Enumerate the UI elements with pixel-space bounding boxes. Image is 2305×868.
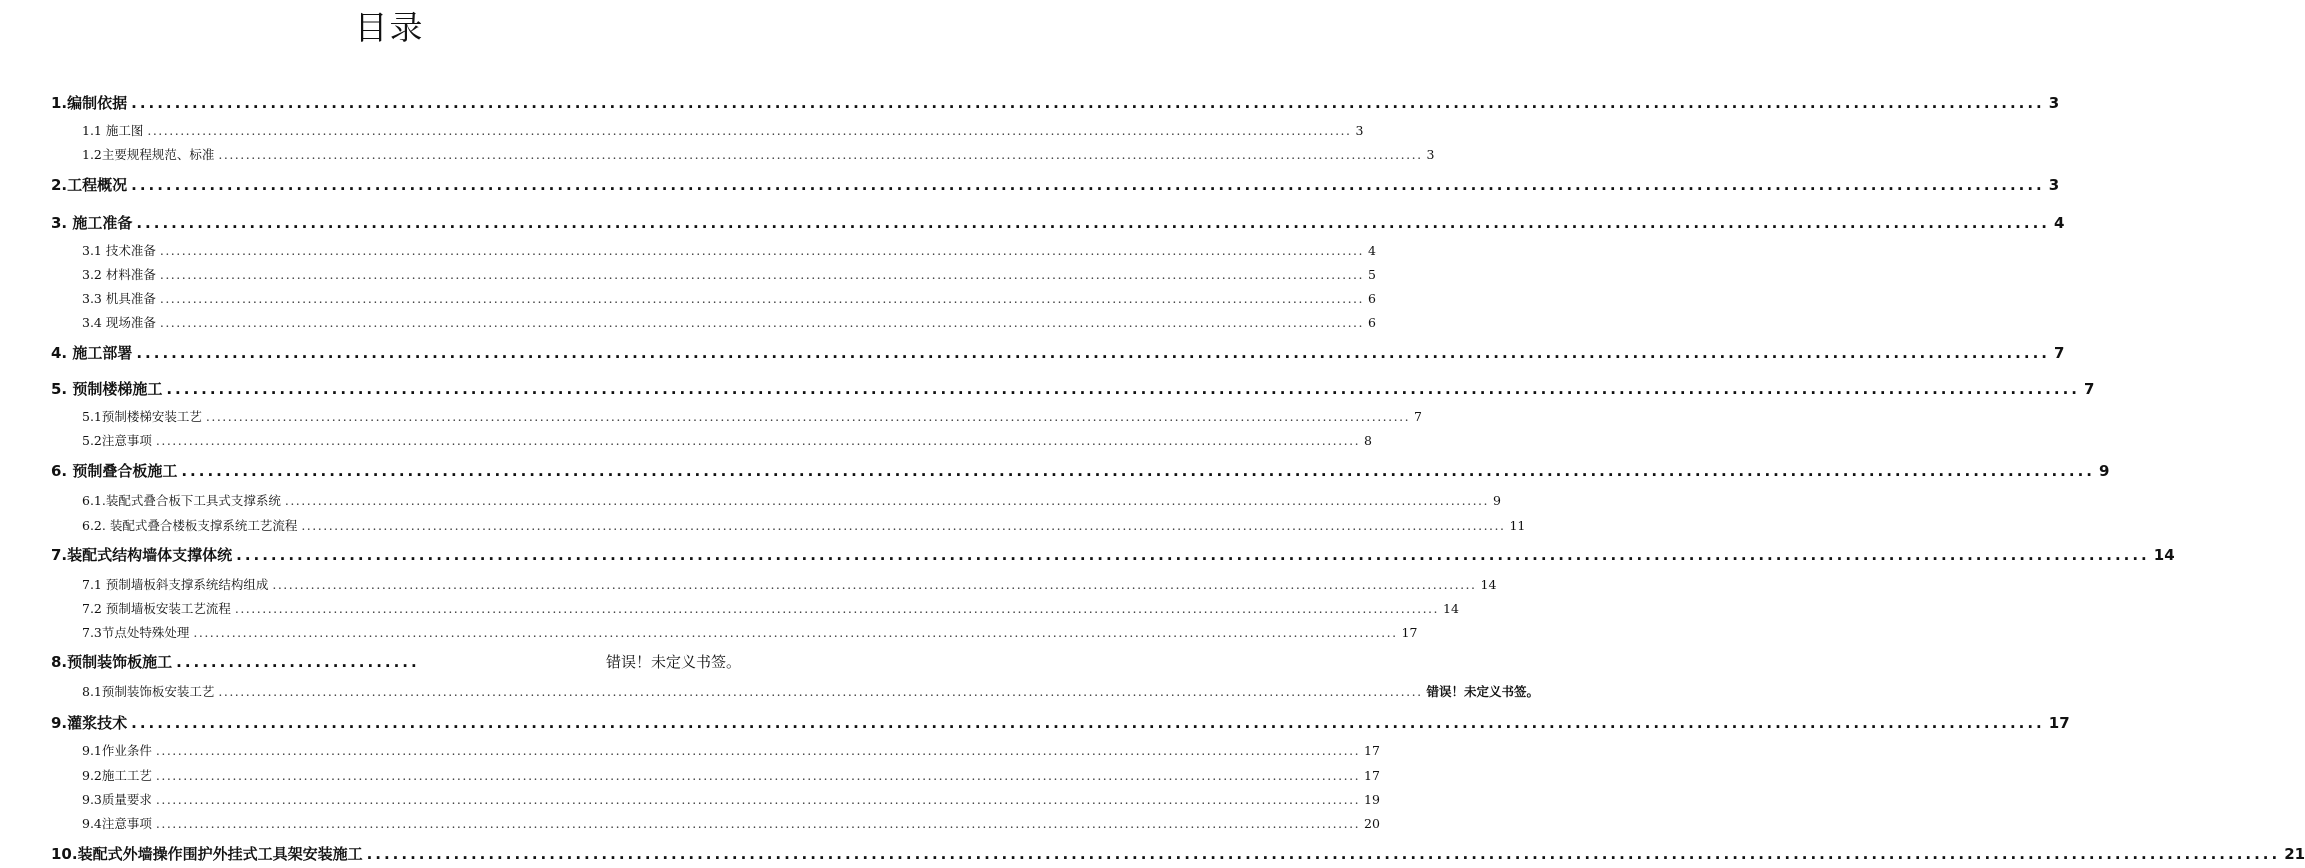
toc-entry-label: 5.1预制楼梯安装工艺	[82, 409, 202, 424]
toc-page-number: 17	[2048, 714, 2070, 732]
toc-page-number: 错误！未定义书签。	[1426, 684, 1540, 699]
dot-leader: ............................................................................................................................................................................................................................	[155, 792, 1361, 807]
dot-leader: ............................................................................................................................................................................................................................	[166, 380, 2080, 398]
toc-entry-label: 8.预制装饰板施工	[51, 653, 173, 671]
toc-entry-label: 9.灌浆技术	[51, 714, 128, 732]
toc-entry-label: 10.装配式外墙操作围护外挂式工具架安装施工	[51, 845, 363, 863]
toc-entry-label: 1.2主要规程规范、标准	[82, 147, 215, 162]
toc-entry-label: 2.工程概况	[51, 176, 128, 194]
dot-leader: ............................................................................................................................................................................................................................	[366, 845, 2281, 863]
toc-page-number: 14	[1443, 601, 1459, 616]
toc-page-number: 3	[2048, 94, 2060, 112]
dot-leader: ............................................................................................................................................................................................................................	[159, 267, 1365, 282]
dot-leader: ............................................................................................................................................................................................................................	[155, 768, 1361, 783]
dot-leader: ............................................................................................................................................................................................................................	[272, 577, 1477, 592]
toc-section-entry[interactable]	[82, 265, 1376, 283]
dot-leader: ............................................................................................................................................................................................................................	[131, 94, 2045, 112]
toc-section-entry[interactable]	[82, 790, 1380, 808]
toc-page-number: 3	[1426, 147, 1435, 162]
toc-section-entry[interactable]	[82, 145, 1435, 163]
toc-page-number: 5	[1368, 267, 1376, 282]
dot-leader: ............................	[176, 653, 420, 671]
toc-page-number: 17	[1364, 743, 1380, 758]
toc-section-entry[interactable]	[82, 313, 1376, 331]
dot-leader: ............................................................................................................................................................................................................................	[236, 546, 2150, 564]
toc-page-number: 17	[1364, 768, 1380, 783]
toc-section-entry[interactable]	[82, 682, 1540, 700]
toc-page-number: 4	[2053, 214, 2065, 232]
toc-page-number: 21	[2284, 845, 2305, 863]
toc-page-number: 3	[1355, 123, 1364, 138]
toc-chapter-entry[interactable]	[51, 544, 2175, 565]
toc-entry-label: 3.1 技术准备	[82, 243, 156, 258]
toc-chapter-entry[interactable]	[51, 712, 2070, 733]
dot-leader: ............................................................................................................................................................................................................................	[234, 601, 1440, 616]
toc-chapter-entry[interactable]	[51, 92, 2060, 113]
toc-page-number: 19	[1364, 792, 1380, 807]
toc-page-number: 7	[2083, 380, 2095, 398]
toc-entry-label: 5.2注意事项	[82, 433, 152, 448]
dot-leader: ............................................................................................................................................................................................................................	[284, 493, 1490, 508]
toc-entry-label: 3.2 材料准备	[82, 267, 156, 282]
dot-leader: ............................................................................................................................................................................................................................	[131, 714, 2045, 732]
toc-entry-label: 6.1.装配式叠合板下工具式支撑系统	[82, 493, 281, 508]
dot-leader: ............................................................................................................................................................................................................................	[301, 518, 1506, 533]
toc-entry-label: 1.1 施工图	[82, 123, 144, 138]
toc-page-number: 14	[2153, 546, 2175, 564]
dot-leader: ............................................................................................................................................................................................................................	[218, 684, 1423, 699]
dot-leader: ............................................................................................................................................................................................................................	[131, 176, 2045, 194]
toc-page-number: 7	[2053, 344, 2065, 362]
toc-entry-label: 7.2 预制墙板安装工艺流程	[82, 601, 231, 616]
dot-leader: ............................................................................................................................................................................................................................	[205, 409, 1411, 424]
dot-leader: ............................................................................................................................................................................................................................	[181, 462, 2095, 480]
dot-leader: ............................................................................................................................................................................................................................	[136, 344, 2050, 362]
toc-page-number: 6	[1368, 315, 1376, 330]
dot-leader: ............................................................................................................................................................................................................................	[147, 123, 1352, 138]
toc-entry-label: 6.2. 装配式叠合楼板支撑系统工艺流程	[82, 518, 298, 533]
toc-chapter-entry[interactable]	[51, 174, 2060, 195]
toc-entry-label: 6. 预制叠合板施工	[51, 462, 178, 480]
toc-chapter-entry[interactable]	[51, 378, 2095, 399]
toc-entry-label: 8.1预制装饰板安装工艺	[82, 684, 215, 699]
toc-page-number: 8	[1364, 433, 1372, 448]
toc-entry-label: 7.装配式结构墙体支撑体统	[51, 546, 233, 564]
toc-entry-label: 1.编制依据	[51, 94, 128, 112]
dot-leader: ............................................................................................................................................................................................................................	[193, 625, 1398, 640]
toc-section-entry[interactable]	[82, 623, 1418, 641]
toc-chapter-entry[interactable]	[51, 843, 2305, 864]
toc-page-number: 错误！未定义书签。	[605, 653, 741, 671]
toc-entry-label: 7.3节点处特殊处理	[82, 625, 190, 640]
toc-chapter-entry[interactable]	[51, 212, 2065, 233]
toc-entry-label: 3.4 现场准备	[82, 315, 156, 330]
toc-entry-label: 9.3质量要求	[82, 792, 152, 807]
toc-section-entry[interactable]	[82, 599, 1459, 617]
toc-section-entry[interactable]	[82, 516, 1526, 534]
toc-entry-label: 4. 施工部署	[51, 344, 133, 362]
dot-leader: ............................................................................................................................................................................................................................	[159, 315, 1365, 330]
toc-entry-label: 9.4注意事项	[82, 816, 152, 831]
toc-page-number: 9	[1493, 493, 1501, 508]
toc-section-entry[interactable]	[82, 814, 1380, 832]
toc-section-entry[interactable]	[82, 741, 1380, 759]
toc-entry-label: 5. 预制楼梯施工	[51, 380, 163, 398]
toc-entry-label: 9.1作业条件	[82, 743, 152, 758]
toc-page-number: 20	[1364, 816, 1380, 831]
toc-page-number: 17	[1401, 625, 1418, 640]
dot-leader: ............................................................................................................................................................................................................................	[155, 743, 1361, 758]
dot-leader: ............................................................................................................................................................................................................................	[155, 816, 1361, 831]
toc-page-number: 11	[1509, 518, 1526, 533]
toc-section-entry[interactable]	[82, 766, 1380, 784]
toc-chapter-entry[interactable]	[51, 342, 2065, 363]
dot-leader: ............................................................................................................................................................................................................................	[218, 147, 1423, 162]
toc-section-entry[interactable]	[82, 491, 1501, 509]
toc-page-number: 3	[2048, 176, 2060, 194]
toc-section-entry[interactable]	[82, 241, 1376, 259]
dot-leader: ............................................................................................................................................................................................................................	[159, 243, 1365, 258]
toc-entry-label: 3.3 机具准备	[82, 291, 156, 306]
toc-chapter-entry[interactable]	[51, 651, 741, 672]
page-title: 目录	[354, 8, 425, 47]
dot-leader: ............................................................................................................................................................................................................................	[159, 291, 1365, 306]
dot-leader: ............................................................................................................................................................................................................................	[155, 433, 1361, 448]
toc-section-entry[interactable]	[82, 431, 1372, 449]
toc-section-entry[interactable]	[82, 121, 1364, 139]
toc-entry-label: 3. 施工准备	[51, 214, 133, 232]
toc-section-entry[interactable]	[82, 289, 1376, 307]
toc-page-number: 7	[1414, 409, 1422, 424]
toc-page-number: 4	[1368, 243, 1376, 258]
toc-chapter-entry[interactable]	[51, 460, 2110, 481]
toc-page-number: 6	[1368, 291, 1376, 306]
toc-page-number: 14	[1480, 577, 1497, 592]
toc-section-entry[interactable]	[82, 575, 1497, 593]
toc-page-number: 9	[2098, 462, 2110, 480]
toc-section-entry[interactable]	[82, 407, 1422, 425]
toc-entry-label: 9.2施工工艺	[82, 768, 152, 783]
dot-leader: ............................................................................................................................................................................................................................	[136, 214, 2050, 232]
toc-entry-label: 7.1 预制墙板斜支撑系统结构组成	[82, 577, 269, 592]
